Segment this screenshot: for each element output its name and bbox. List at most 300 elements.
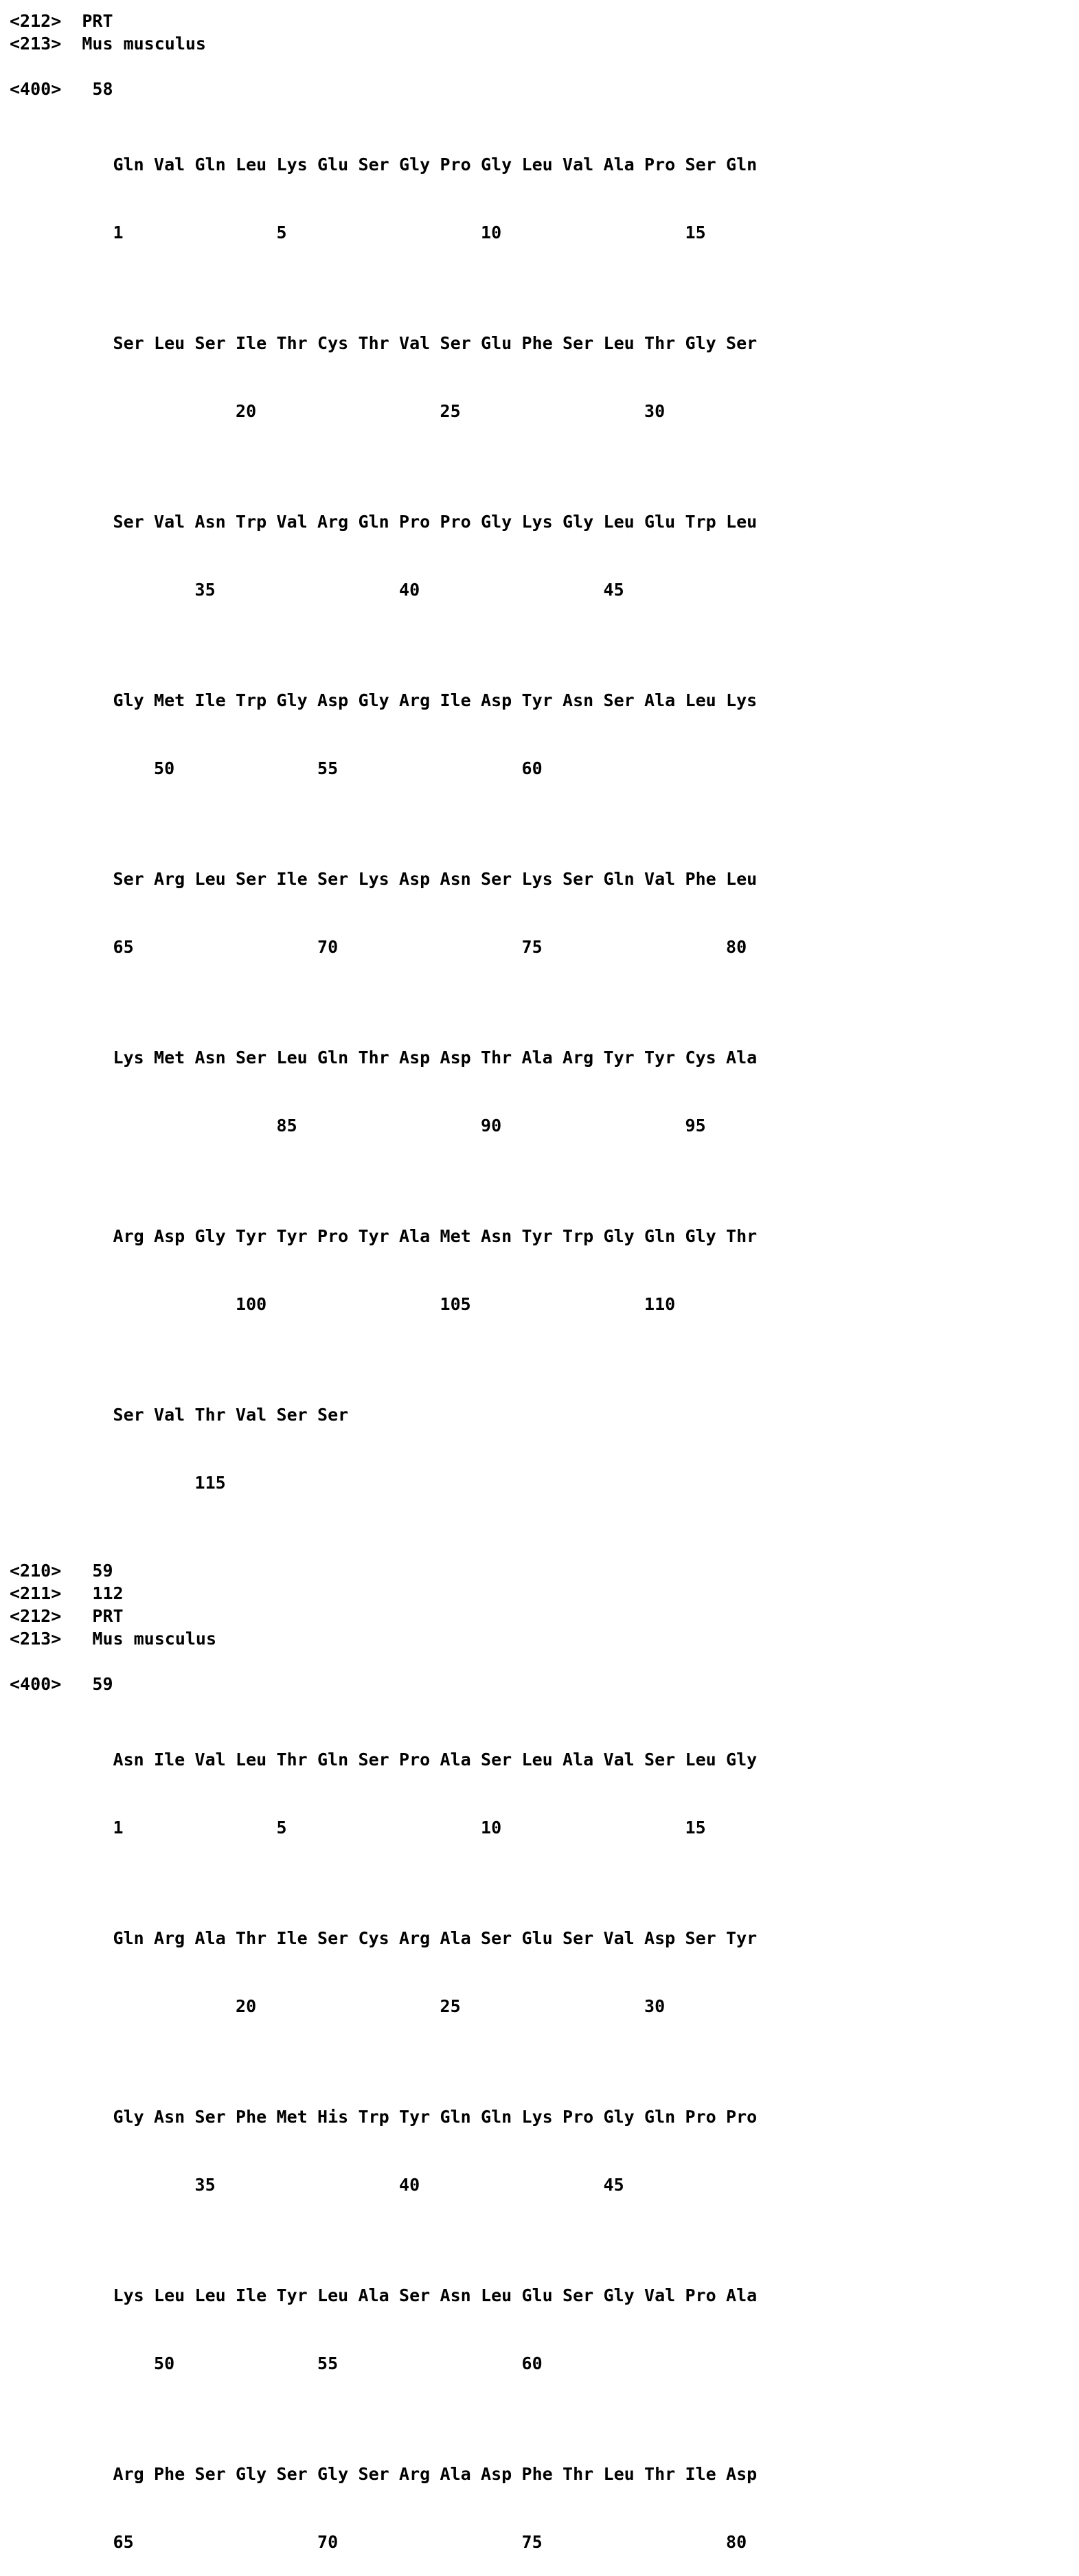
residue: Ile: [276, 1928, 308, 1948]
residue: Ser: [358, 2464, 389, 2484]
residue: Ser: [563, 1928, 594, 1948]
residue: Leu: [685, 1750, 716, 1770]
residue: Thr: [276, 333, 308, 353]
residue: Lys: [521, 2107, 553, 2127]
spacer: [10, 981, 1069, 1024]
residue: Gly: [603, 2107, 635, 2127]
spacer: [10, 100, 1069, 131]
residue: Gln: [644, 1226, 676, 1246]
residue-number: 50: [154, 758, 175, 778]
residue-number: 115: [194, 1473, 226, 1493]
tag-block: [10, 1559, 1069, 1650]
residue: Ile: [685, 2464, 716, 2484]
residue: Ser: [481, 869, 512, 889]
residue-row: [10, 2440, 1069, 2508]
residue: Val: [154, 155, 185, 174]
residue: Ser: [358, 1750, 389, 1770]
residue: Met: [276, 2107, 308, 2127]
spacer: [10, 445, 1069, 488]
residue: Ala: [603, 155, 635, 174]
residue-row: [10, 666, 1069, 734]
residue-number: 70: [317, 937, 339, 957]
residue: Ala: [521, 1048, 553, 1067]
residue: Ser: [194, 2464, 226, 2484]
residue: Gly: [194, 1226, 226, 1246]
residue-number: 15: [685, 223, 706, 242]
residue: Leu: [236, 155, 267, 174]
residue: Gly: [317, 2464, 349, 2484]
residue-number: 95: [685, 1116, 706, 1136]
number-row: [10, 1972, 1069, 2040]
residue: Ser: [563, 2285, 594, 2305]
residue: Ile: [236, 333, 267, 353]
residue: Arg: [113, 2464, 144, 2484]
residue: Ser: [113, 1405, 144, 1425]
residue-number: 80: [726, 2532, 747, 2552]
number-row: [10, 199, 1069, 267]
residue-row: [10, 1202, 1069, 1270]
residue-number: 5: [276, 1818, 287, 1838]
residue: Ser: [644, 1750, 676, 1770]
residue: Leu: [276, 1048, 308, 1067]
residue: Gln: [194, 155, 226, 174]
residue: Pro: [685, 2107, 716, 2127]
sequence-block-58: [10, 131, 1069, 1517]
residue: Thr: [644, 333, 676, 353]
residue: Ser: [481, 1928, 512, 1948]
number-row: [10, 1092, 1069, 1160]
residue: Ala: [563, 1750, 594, 1770]
residue: Tyr: [726, 1928, 758, 1948]
residue: Gln: [113, 155, 144, 174]
residue: Ile: [154, 1750, 185, 1770]
residue: Pro: [563, 2107, 594, 2127]
spacer: [10, 55, 1069, 78]
residue: Ala: [358, 2285, 389, 2305]
spacer: [10, 1862, 1069, 1904]
residue: Ala: [726, 2285, 758, 2305]
number-row: [10, 913, 1069, 981]
residue: Tyr: [276, 2285, 308, 2305]
residue: Tyr: [399, 2107, 431, 2127]
residue: Val: [194, 1750, 226, 1770]
residue-number: 35: [194, 2175, 216, 2195]
number-row: [10, 2329, 1069, 2397]
residue: Asn: [113, 1750, 144, 1770]
residue: Tyr: [358, 1226, 389, 1246]
residue: Ser: [563, 333, 594, 353]
tag-line: <210> 59: [10, 1561, 113, 1581]
residue: Ser: [603, 690, 635, 710]
residue: Val: [644, 2285, 676, 2305]
residue-row: [10, 2261, 1069, 2329]
residue: Tyr: [276, 1226, 308, 1246]
residue: Glu: [521, 1928, 553, 1948]
sequence-listing-body: [10, 10, 1069, 2576]
residue-number: 45: [603, 580, 624, 600]
residue-number: 65: [113, 937, 134, 957]
residue: Gly: [236, 2464, 267, 2484]
residue: Met: [154, 690, 185, 710]
residue-number: 1: [113, 1818, 124, 1838]
residue: Asn: [194, 512, 226, 532]
residue: Thr: [726, 1226, 758, 1246]
sequence-row: [10, 1904, 1069, 2040]
number-row: [10, 1794, 1069, 1862]
number-row: [10, 1270, 1069, 1338]
sequence-row: [10, 1726, 1069, 1862]
number-row: [10, 734, 1069, 802]
sequence-row: [10, 131, 1069, 267]
residue: Ser: [113, 869, 144, 889]
residue: Asp: [154, 1226, 185, 1246]
residue: Leu: [603, 512, 635, 532]
residue: Gly: [726, 1750, 758, 1770]
residue: Tyr: [236, 1226, 267, 1246]
residue: Val: [154, 1405, 185, 1425]
residue: Leu: [521, 1750, 553, 1770]
residue: Arg: [399, 2464, 431, 2484]
residue: Asp: [399, 1048, 431, 1067]
residue-number: 80: [726, 937, 747, 957]
residue: Asp: [399, 869, 431, 889]
residue: Val: [603, 1750, 635, 1770]
residue: Ala: [644, 690, 676, 710]
residue-row: [10, 131, 1069, 199]
residue-row: [10, 1904, 1069, 1972]
residue: Gln: [603, 869, 635, 889]
residue-row: [10, 1726, 1069, 1794]
residue: Thr: [358, 1048, 389, 1067]
sequence-row: [10, 1024, 1069, 1160]
residue: Asn: [440, 2285, 471, 2305]
tag-line: <400> 58: [10, 79, 113, 99]
residue: Met: [440, 1226, 471, 1246]
residue: Pro: [440, 512, 471, 532]
residue: Pro: [399, 1750, 431, 1770]
residue: Ser: [481, 1750, 512, 1770]
residue: Ser: [276, 2464, 308, 2484]
residue: Asn: [481, 1226, 512, 1246]
residue: Arg: [399, 1928, 431, 1948]
residue: Gln: [358, 512, 389, 532]
residue: Ser: [194, 333, 226, 353]
spacer: [10, 624, 1069, 666]
tag-block: [10, 10, 1069, 55]
residue: Arg: [113, 1226, 144, 1246]
residue: Gly: [276, 690, 308, 710]
tag-line: <212> PRT: [10, 1606, 124, 1626]
residue: Thr: [358, 333, 389, 353]
residue-number: 40: [399, 580, 420, 600]
residue: Gly: [113, 2107, 144, 2127]
residue: Ala: [726, 1048, 758, 1067]
residue: Asn: [154, 2107, 185, 2127]
residue: Asp: [644, 1928, 676, 1948]
spacer: [10, 1517, 1069, 1559]
sequence-row: [10, 1202, 1069, 1338]
residue: Trp: [685, 512, 716, 532]
residue: Glu: [317, 155, 349, 174]
residue: Ile: [440, 690, 471, 710]
residue: Ser: [563, 869, 594, 889]
residue-number: 60: [521, 758, 543, 778]
residue: Pro: [399, 512, 431, 532]
residue-number: 20: [236, 1996, 257, 2016]
spacer: [10, 2397, 1069, 2440]
residue-number: 105: [440, 1294, 471, 1314]
residue: Lys: [726, 690, 758, 710]
residue: Asp: [481, 2464, 512, 2484]
number-row: [10, 2508, 1069, 2576]
residue: Glu: [481, 333, 512, 353]
residue: Pro: [726, 2107, 758, 2127]
residue: Asn: [440, 869, 471, 889]
spacer: [10, 1695, 1069, 1726]
residue: Gly: [113, 690, 144, 710]
residue: Leu: [236, 1750, 267, 1770]
residue: Ser: [236, 1048, 267, 1067]
residue: Leu: [481, 2285, 512, 2305]
residue: Phe: [521, 2464, 553, 2484]
residue: Gly: [481, 512, 512, 532]
residue: Tyr: [603, 1048, 635, 1067]
tag-block: [10, 78, 1069, 100]
spacer: [10, 802, 1069, 845]
spacer: [10, 267, 1069, 309]
sequence-row: [10, 488, 1069, 624]
residue: Ser: [236, 869, 267, 889]
residue-row: [10, 845, 1069, 913]
residue: Lys: [358, 869, 389, 889]
residue: Trp: [358, 2107, 389, 2127]
residue: Arg: [563, 1048, 594, 1067]
residue: Lys: [113, 2285, 144, 2305]
residue: Ala: [440, 2464, 471, 2484]
residue-number: 50: [154, 2353, 175, 2373]
number-row: [10, 2151, 1069, 2219]
sequence-row: [10, 666, 1069, 802]
residue-number: 25: [440, 401, 461, 421]
residue-number: 75: [521, 937, 543, 957]
residue: Asn: [563, 690, 594, 710]
residue: Lys: [521, 869, 553, 889]
tag-line: <213> Mus musculus: [10, 34, 206, 54]
residue: Leu: [685, 690, 716, 710]
residue-number: 85: [276, 1116, 297, 1136]
sequence-row: [10, 2083, 1069, 2219]
residue: Ser: [317, 1405, 349, 1425]
residue-number: 55: [317, 2353, 339, 2373]
residue: Gly: [358, 690, 389, 710]
residue: Trp: [236, 690, 267, 710]
residue: Leu: [317, 2285, 349, 2305]
residue-number: 30: [644, 1996, 666, 2016]
residue-row: [10, 2083, 1069, 2151]
residue-number: 25: [440, 1996, 461, 2016]
residue: Lys: [521, 512, 553, 532]
residue-row: [10, 1024, 1069, 1092]
tag-line: <211> 112: [10, 1583, 124, 1603]
residue: Leu: [154, 333, 185, 353]
residue-number: 20: [236, 401, 257, 421]
residue: His: [317, 2107, 349, 2127]
residue: Ser: [685, 1928, 716, 1948]
tag-line: <212> PRT: [10, 11, 113, 31]
sequence-row: [10, 309, 1069, 445]
residue: Val: [399, 333, 431, 353]
residue: Pro: [440, 155, 471, 174]
spacer: [10, 1650, 1069, 1673]
residue: Gln: [113, 1928, 144, 1948]
residue: Ser: [276, 1405, 308, 1425]
residue: Thr: [276, 1750, 308, 1770]
number-row: [10, 1449, 1069, 1517]
residue-number: 5: [276, 223, 287, 242]
residue: Tyr: [521, 690, 553, 710]
spacer: [10, 1160, 1069, 1202]
sequence-row: [10, 1381, 1069, 1517]
residue: Leu: [603, 2464, 635, 2484]
residue: Gly: [685, 1226, 716, 1246]
residue: Leu: [194, 2285, 226, 2305]
residue: Gln: [440, 2107, 471, 2127]
residue-number: 40: [399, 2175, 420, 2195]
residue-number: 70: [317, 2532, 339, 2552]
residue: Thr: [644, 2464, 676, 2484]
residue: Lys: [113, 1048, 144, 1067]
residue-row: [10, 488, 1069, 556]
residue: Pro: [317, 1226, 349, 1246]
residue: Ser: [399, 2285, 431, 2305]
residue: Gly: [685, 333, 716, 353]
spacer: [10, 1338, 1069, 1381]
sequence-row: [10, 2440, 1069, 2576]
residue: Pro: [685, 2285, 716, 2305]
residue: Phe: [236, 2107, 267, 2127]
residue: Leu: [154, 2285, 185, 2305]
residue-number: 55: [317, 758, 339, 778]
residue-number: 30: [644, 401, 666, 421]
residue: Asp: [317, 690, 349, 710]
residue: Arg: [399, 690, 431, 710]
sequence-block-59: [10, 1726, 1069, 2576]
residue: Met: [154, 1048, 185, 1067]
residue: Pro: [644, 155, 676, 174]
residue-number: 100: [236, 1294, 267, 1314]
residue-number: 75: [521, 2532, 543, 2552]
residue-row: [10, 1381, 1069, 1449]
residue: Asn: [194, 1048, 226, 1067]
residue-number: 90: [481, 1116, 502, 1136]
residue: Asp: [481, 690, 512, 710]
residue: Thr: [236, 1928, 267, 1948]
residue: Phe: [685, 869, 716, 889]
residue: Glu: [521, 2285, 553, 2305]
residue: Tyr: [521, 1226, 553, 1246]
residue-number: 60: [521, 2353, 543, 2373]
residue: Gln: [481, 2107, 512, 2127]
residue: Gly: [399, 155, 431, 174]
residue-number: 35: [194, 580, 216, 600]
residue: Thr: [481, 1048, 512, 1067]
residue: Ser: [113, 333, 144, 353]
residue: Asp: [726, 2464, 758, 2484]
residue: Gln: [317, 1048, 349, 1067]
residue: Trp: [236, 512, 267, 532]
spacer: [10, 2040, 1069, 2083]
residue: Gly: [603, 2285, 635, 2305]
residue: Leu: [726, 869, 758, 889]
residue: Gly: [481, 155, 512, 174]
residue: Arg: [154, 1928, 185, 1948]
residue: Ser: [317, 869, 349, 889]
tag-block: [10, 1673, 1069, 1695]
residue: Glu: [644, 512, 676, 532]
residue: Asp: [440, 1048, 471, 1067]
residue: Ala: [194, 1928, 226, 1948]
residue: Phe: [521, 333, 553, 353]
residue: Phe: [154, 2464, 185, 2484]
residue: Leu: [194, 869, 226, 889]
residue: Val: [563, 155, 594, 174]
residue-number: 1: [113, 223, 124, 242]
residue: Val: [644, 869, 676, 889]
residue: Gln: [317, 1750, 349, 1770]
number-row: [10, 556, 1069, 624]
residue: Leu: [603, 333, 635, 353]
sequence-row: [10, 845, 1069, 981]
residue: Val: [154, 512, 185, 532]
residue: Cys: [685, 1048, 716, 1067]
residue: Ile: [236, 2285, 267, 2305]
residue-number: 10: [481, 1818, 502, 1838]
number-row: [10, 377, 1069, 445]
residue: Cys: [358, 1928, 389, 1948]
residue: Lys: [276, 155, 308, 174]
residue: Arg: [154, 869, 185, 889]
residue: Ser: [317, 1928, 349, 1948]
spacer: [10, 2219, 1069, 2261]
residue: Val: [276, 512, 308, 532]
residue-number: 110: [644, 1294, 676, 1314]
residue: Ala: [440, 1928, 471, 1948]
residue: Ala: [399, 1226, 431, 1246]
residue: Ser: [685, 155, 716, 174]
residue: Ser: [194, 2107, 226, 2127]
residue: Cys: [317, 333, 349, 353]
residue: Leu: [726, 512, 758, 532]
tag-line: <400> 59: [10, 1674, 113, 1694]
residue: Ser: [440, 333, 471, 353]
residue: Ala: [440, 1750, 471, 1770]
residue: Gly: [603, 1226, 635, 1246]
residue: Tyr: [644, 1048, 676, 1067]
residue: Ser: [113, 512, 144, 532]
residue: Ser: [726, 333, 758, 353]
sequence-row: [10, 2261, 1069, 2397]
residue: Thr: [194, 1405, 226, 1425]
residue: Trp: [563, 1226, 594, 1246]
residue: Gln: [644, 2107, 676, 2127]
residue: Gly: [563, 512, 594, 532]
residue-row: [10, 309, 1069, 377]
residue: Val: [236, 1405, 267, 1425]
residue-number: 65: [113, 2532, 134, 2552]
tag-line: <213> Mus musculus: [10, 1629, 217, 1649]
residue: Gln: [726, 155, 758, 174]
residue: Ile: [276, 869, 308, 889]
